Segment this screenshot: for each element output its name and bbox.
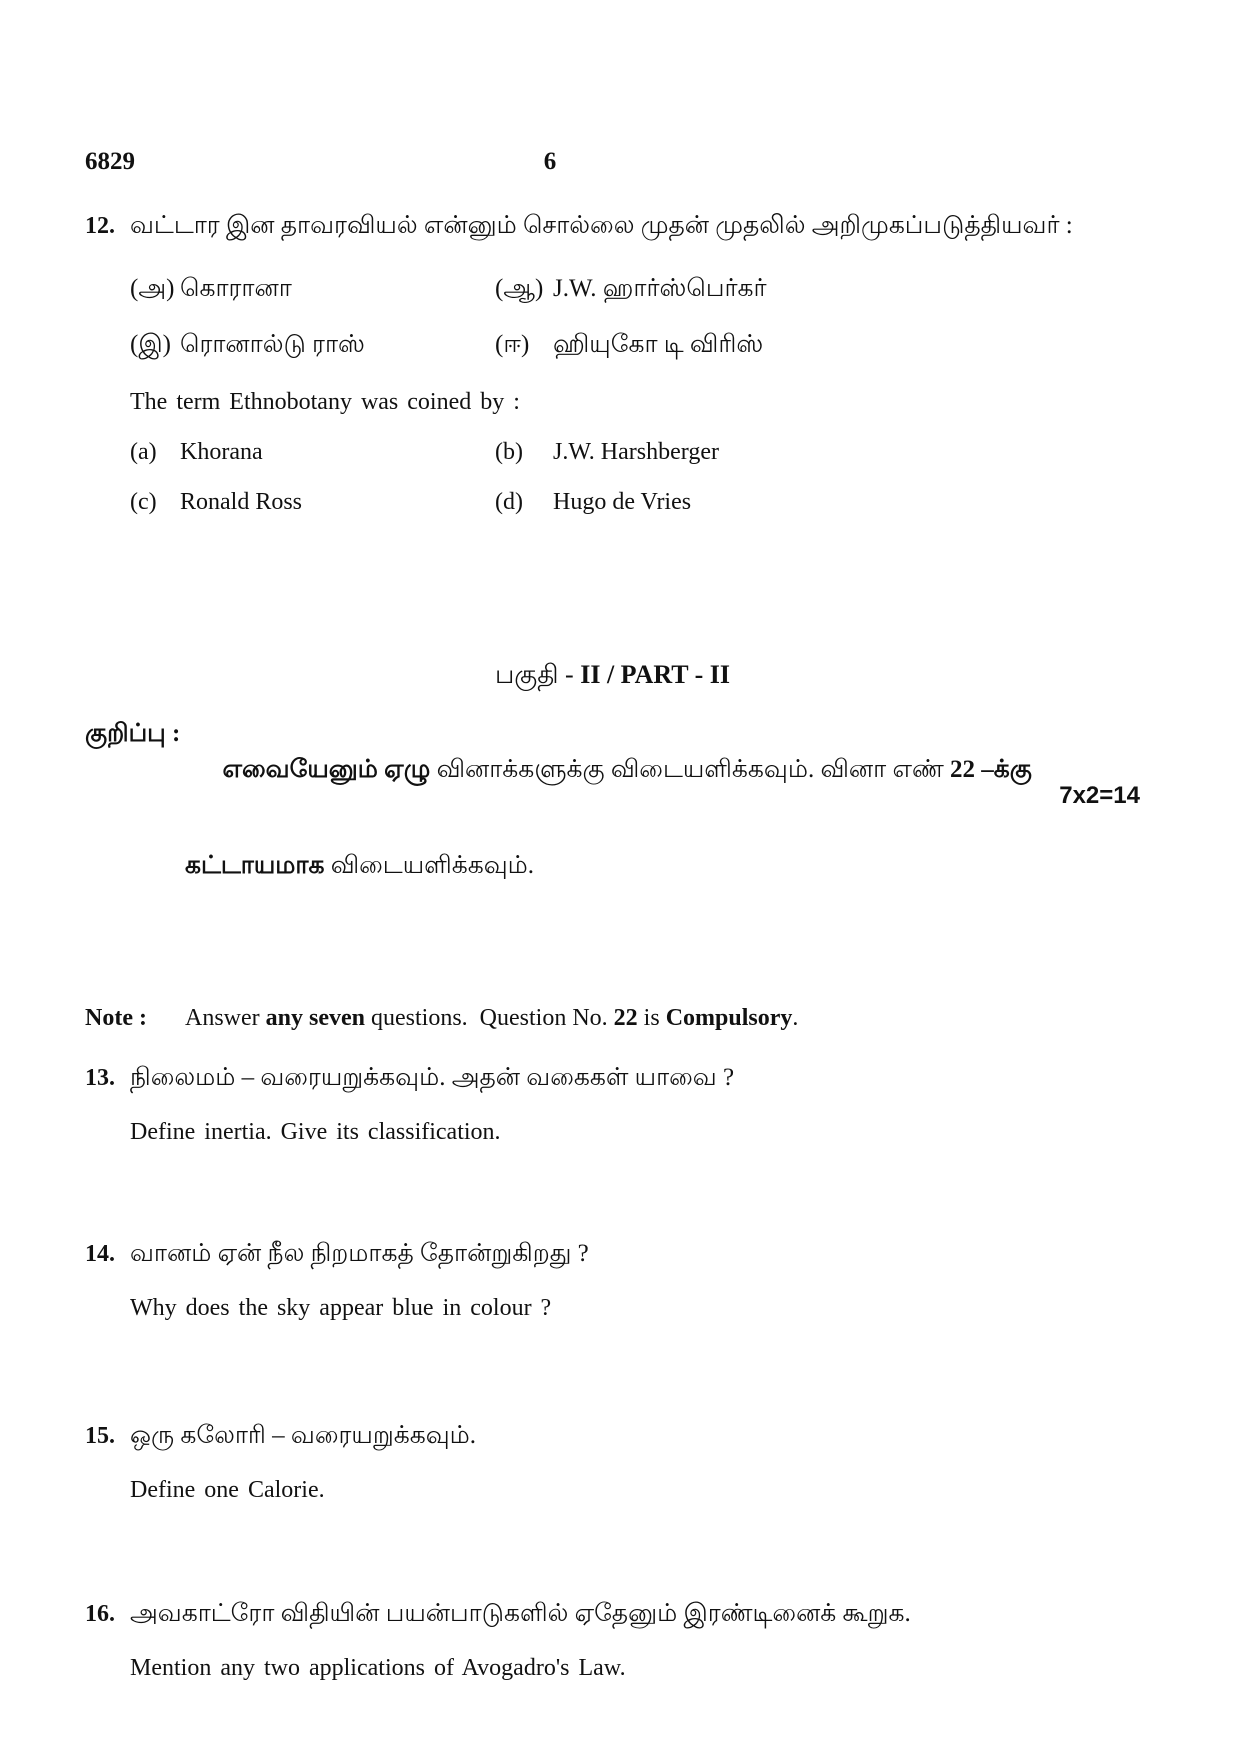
part-2-heading-title: II / PART - II	[580, 660, 731, 689]
option-ii-ta-label: (ஈ)	[495, 331, 530, 358]
option-b-text: J.W. Harshberger	[553, 439, 719, 465]
note-tamil-line1-regular: வினாக்களுக்கு விடையளிக்கவும். வினா எண்	[430, 756, 951, 783]
question-16	[85, 1596, 1140, 1684]
option-b-label: (b)	[495, 439, 523, 465]
question-16-text-english: Mention any two applications of Avogadro's Law.	[130, 1655, 626, 1681]
option-aa-ta-text: J.W. ஹார்ஸ்பெர்கர்	[553, 275, 767, 302]
question-12-options-tamil-row-2	[130, 326, 1140, 364]
note-tamil-line2	[185, 848, 1032, 884]
option-a-ta-label: (அ)	[130, 275, 175, 302]
question-15-tamil-row	[85, 1418, 1140, 1454]
question-14-text-tamil: வானம் ஏன் நீல நிறமாகத் தோன்றுகிறது ?	[130, 1240, 589, 1267]
question-14-tamil-row	[85, 1236, 1140, 1272]
option-a-text: Khorana	[180, 439, 263, 465]
question-12-options-english-row-2	[130, 486, 1140, 518]
note-english-seg3: questions. Question No.	[365, 1005, 614, 1031]
option-c-label: (c)	[130, 489, 157, 515]
note-english-label: Note :	[85, 1005, 147, 1031]
note-english-seg4: 22	[613, 1005, 638, 1031]
question-15	[85, 1418, 1140, 1506]
option-i-ta-label: (இ)	[130, 331, 171, 358]
option-ii-ta-text: ஹியுகோ டி விரிஸ்	[553, 331, 764, 358]
option-a-ta-text: கொரானா	[180, 275, 292, 302]
question-16-tamil-row	[85, 1596, 1140, 1632]
note-english	[85, 1002, 1140, 1034]
note-english-seg1: Answer	[185, 1005, 266, 1031]
note-tamil-label: குறிப்பு :	[85, 720, 181, 747]
note-english-seg5: is	[637, 1005, 666, 1031]
question-16-text-tamil: அவகாட்ரோ விதியின் பயன்பாடுகளில் ஏதேனும் இரண்டினைக் கூறுக.	[130, 1600, 911, 1627]
note-english-seg7: .	[792, 1005, 799, 1031]
option-d-label: (d)	[495, 489, 523, 515]
note-english-seg6: Compulsory	[665, 1005, 793, 1031]
question-12-number: 12.	[85, 213, 115, 239]
question-12-options-english-row-1	[130, 436, 1140, 468]
question-14	[85, 1236, 1140, 1324]
note-tamil-line1	[223, 756, 1032, 783]
question-15-number: 15.	[85, 1423, 115, 1449]
question-12	[85, 208, 1140, 244]
paper-code: 6829	[85, 148, 135, 175]
option-a-label: (a)	[130, 439, 157, 465]
note-tamil-line1-bold: எவையேனும் ஏழு	[222, 756, 431, 783]
question-12-options-tamil-row-1	[130, 270, 1140, 308]
note-tamil-line2-regular: விடையளிக்கவும்.	[324, 852, 535, 879]
marks-badge: 7x2=14	[1059, 782, 1140, 809]
note-english-body	[185, 1002, 798, 1034]
note-tamil-line1-bold2: 22 –க்கு	[950, 756, 1032, 783]
page-header	[85, 148, 1140, 176]
option-c-text: Ronald Ross	[180, 489, 303, 515]
question-14-number: 14.	[85, 1241, 115, 1267]
note-tamil-line2-bold: கட்டாயமாக	[185, 852, 325, 879]
question-13-text-tamil: நிலைமம் – வரையறுக்கவும். அதன் வகைகள் யாவை ?	[130, 1064, 735, 1091]
question-13-tamil-row	[85, 1060, 1140, 1096]
question-16-number: 16.	[85, 1601, 115, 1627]
part-2-heading-tamil: பகுதி -	[494, 660, 581, 689]
note-tamil-body	[185, 716, 1032, 956]
note-english-seg2: any seven	[265, 1005, 365, 1031]
note-tamil	[85, 716, 1140, 956]
part-2-heading	[85, 658, 1140, 692]
question-15-text-tamil: ஒரு கலோரி – வரையறுக்கவும்.	[130, 1422, 477, 1449]
option-d-text: Hugo de Vries	[553, 489, 692, 515]
question-13-text-english: Define inertia. Give its classification.	[130, 1119, 501, 1145]
question-13-number: 13.	[85, 1065, 115, 1091]
question-14-text-english: Why does the sky appear blue in colour ?	[130, 1295, 552, 1321]
page-number: 6	[543, 148, 557, 175]
question-13	[85, 1060, 1140, 1148]
question-12-text-tamil: வட்டார இன தாவரவியல் என்னும் சொல்லை முதன் முதலில் அறிமுகப்படுத்தியவர் :	[130, 212, 1073, 239]
option-aa-ta-label: (ஆ)	[495, 275, 544, 302]
question-12-text-english: The term Ethnobotany was coined by :	[130, 389, 520, 415]
question-15-text-english: Define one Calorie.	[130, 1477, 325, 1503]
option-i-ta-text: ரொனால்டு ராஸ்	[180, 331, 365, 358]
